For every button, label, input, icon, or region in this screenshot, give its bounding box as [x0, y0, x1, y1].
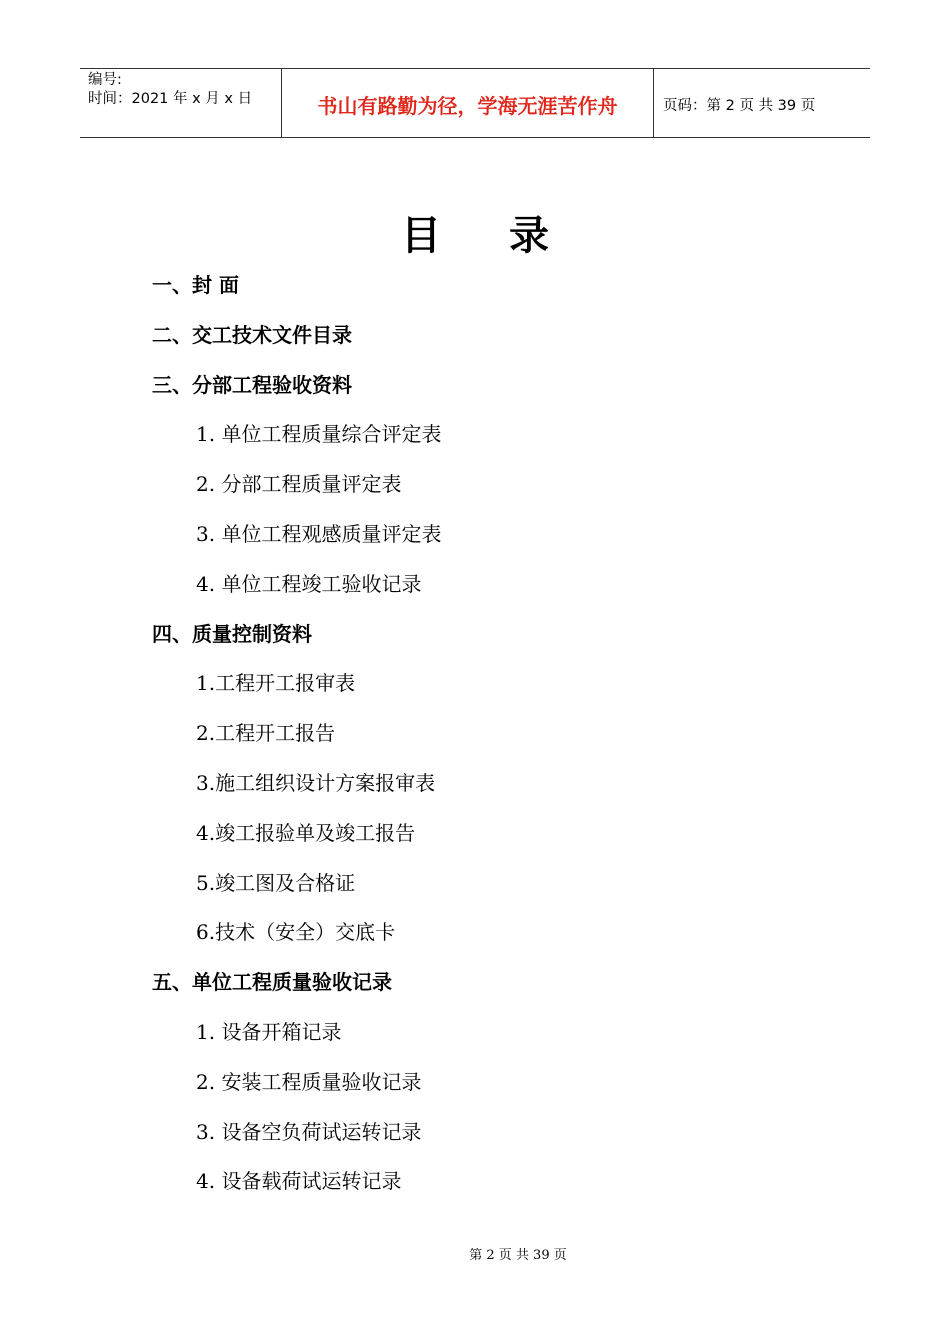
toc-item: 5.竣工图及合格证: [196, 871, 356, 895]
toc-item: 1. 设备开箱记录: [196, 1020, 342, 1044]
toc-item: 1.工程开工报审表: [196, 671, 356, 695]
toc-item: 1. 单位工程质量综合评定表: [196, 422, 442, 446]
page-header: [80, 68, 870, 138]
toc-item: 3. 单位工程观感质量评定表: [196, 522, 442, 546]
header-motto: 书山有路勤为径，学海无涯苦作舟: [282, 69, 654, 137]
page-footer: 第 2 页 共 39 页: [469, 1248, 567, 1263]
toc-item: 6.技术（安全）交底卡: [196, 920, 396, 944]
header-page-info: 页码：第 2 页 共 39 页: [663, 97, 816, 114]
toc-section-heading: 三、分部工程验收资料: [152, 373, 352, 397]
toc-item: 3. 设备空负荷试运转记录: [196, 1120, 422, 1144]
toc-item: 2. 安装工程质量验收记录: [196, 1070, 422, 1094]
header-time-label: 时间：2021 年 x 月 x 日: [88, 91, 253, 107]
toc-item: 4. 设备载荷试运转记录: [196, 1169, 402, 1193]
toc-section-heading: 二、交工技术文件目录: [152, 323, 352, 347]
header-number-label: 编号:: [88, 72, 122, 88]
toc-section-heading: 五、单位工程质量验收记录: [152, 970, 392, 994]
toc-item: 3.施工组织设计方案报审表: [196, 771, 436, 795]
page-title: 目录: [401, 213, 617, 259]
toc-section-heading: 一、封 面: [152, 273, 239, 297]
toc-item: 2. 分部工程质量评定表: [196, 472, 402, 496]
header-meta-cell: [80, 69, 282, 137]
toc-item: 4. 单位工程竣工验收记录: [196, 572, 422, 596]
toc-item: 4.竣工报验单及竣工报告: [196, 821, 416, 845]
toc-section-heading: 四、质量控制资料: [152, 622, 312, 646]
toc-item: 2.工程开工报告: [196, 721, 336, 745]
